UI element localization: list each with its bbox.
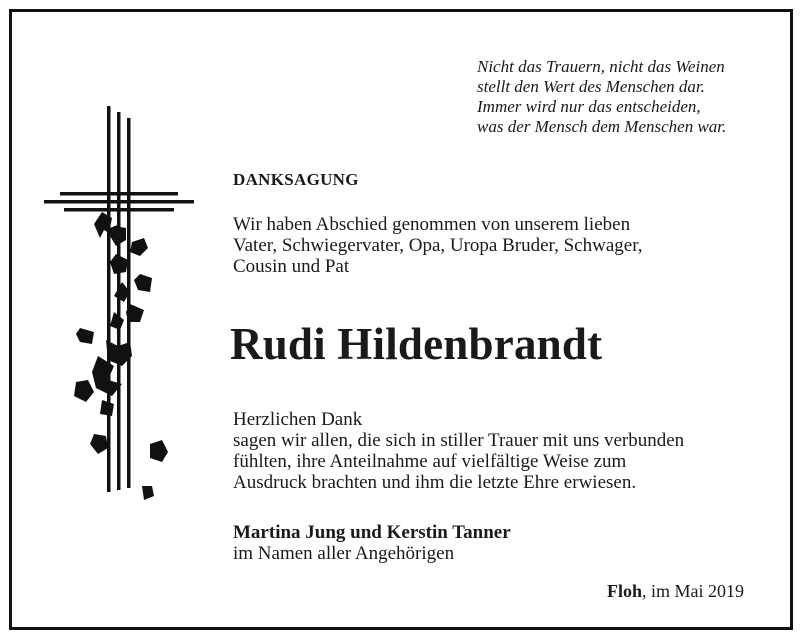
memorial-quote <box>477 57 777 137</box>
intro-line: Vater, Schwiegervater, Opa, Uropa Bruder, Schwager, <box>233 235 643 256</box>
signers-names: Martina Jung und Kerstin Tanner <box>233 522 511 543</box>
deceased-name: Rudi Hildenbrandt <box>230 319 603 369</box>
quote-line: stellt den Wert des Menschen dar. <box>477 77 705 96</box>
dateline-date: , im Mai 2019 <box>642 581 744 601</box>
intro-text <box>233 214 753 277</box>
dateline-place: Floh <box>606 581 642 601</box>
quote-line: was der Mensch dem Menschen war. <box>477 117 727 136</box>
thanks-line: fühlten, ihre Anteilnahme auf vielfältige Weise zum <box>233 451 627 472</box>
thanks-text <box>233 409 773 493</box>
dateline <box>607 581 744 601</box>
quote-line: Nicht das Trauern, nicht das Weinen <box>477 57 725 76</box>
quote-line: Immer wird nur das entscheiden, <box>477 97 701 116</box>
thanks-line: Ausdruck brachten und ihm die letzte Ehre erwiesen. <box>233 472 637 493</box>
signers-note: im Namen aller Angehörigen <box>233 543 455 564</box>
thanks-line: sagen wir allen, die sich in stiller Trauer mit uns verbunden <box>233 430 685 451</box>
intro-line: Wir haben Abschied genommen von unserem lieben <box>233 214 631 235</box>
thanks-line: Herzlichen Dank <box>233 409 363 430</box>
intro-line: Cousin und Pat <box>233 256 350 277</box>
notice-frame <box>9 9 793 630</box>
cross-with-ivy-icon <box>42 104 202 514</box>
notice-heading: DANKSAGUNG <box>233 170 359 189</box>
